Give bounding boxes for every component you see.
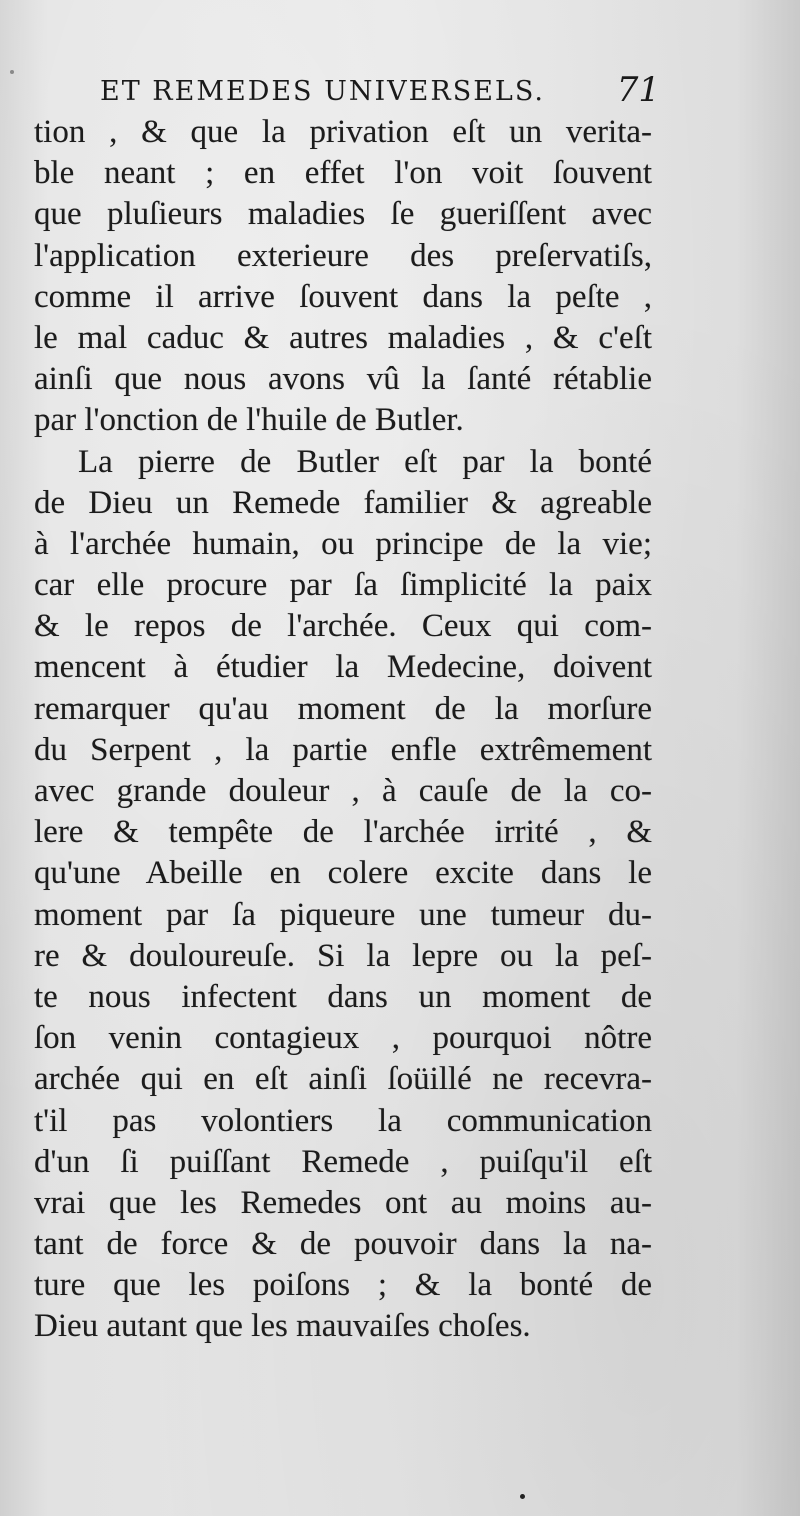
text-line: ble neant ; en effet l'on voit ſouvent bbox=[34, 155, 652, 192]
text-line: vrai que les Remedes ont au moins au- bbox=[34, 1184, 652, 1221]
text-line: l'application exterieure des preſervatiſs, bbox=[34, 237, 652, 274]
text-line: que pluſieurs maladies ſe gueriſſent avec bbox=[34, 196, 652, 233]
text-line: à l'archée humain, ou principe de la vie; bbox=[34, 525, 652, 562]
ink-speck bbox=[520, 1494, 525, 1499]
text-line: La pierre de Butler eſt par la bonté bbox=[78, 443, 652, 480]
text-line: tion , & que la privation eſt un verita- bbox=[34, 114, 652, 150]
text-line: remarquer qu'au moment de la morſure bbox=[34, 690, 652, 727]
text-line: par l'onction de l'huile de Butler. bbox=[34, 402, 464, 439]
text-line: mencent à étudier la Medecine, doivent bbox=[34, 649, 652, 686]
text-line: tant de force & de pouvoir dans la na- bbox=[34, 1226, 652, 1263]
text-line: ture que les poiſons ; & la bonté de bbox=[34, 1267, 652, 1304]
text-line: lere & tempête de l'archée irrité , & bbox=[34, 814, 652, 851]
page-number: 71 bbox=[616, 70, 660, 110]
text-line: archée qui en eſt ainſi ſoüillé ne recevra- bbox=[34, 1061, 652, 1098]
text-line: avec grande douleur , à cauſe de la co- bbox=[34, 773, 652, 809]
text-line: ainſi que nous avons vû la ſanté rétablie bbox=[34, 361, 652, 398]
text-line: du Serpent , la partie enfle extrêmement bbox=[34, 731, 652, 768]
text-line: t'il pas volontiers la communication bbox=[34, 1102, 652, 1139]
text-line: qu'une Abeille en colere excite dans le bbox=[34, 855, 652, 892]
text-line: de Dieu un Remede familier & agreable bbox=[34, 484, 652, 521]
body-text bbox=[34, 112, 652, 1348]
text-line: d'un ſi puiſſant Remede , puiſqu'il eſt bbox=[34, 1143, 652, 1180]
text-line: le mal caduc & autres maladies , & c'eſt bbox=[34, 319, 652, 356]
text-line: & le repos de l'archée. Ceux qui com- bbox=[34, 608, 652, 645]
running-head: ET REMEDES UNIVERSELS. bbox=[100, 76, 545, 107]
text-line: moment par ſa piqueure une tumeur du- bbox=[34, 896, 652, 933]
text-line: Dieu autant que les mauvaiſes choſes. bbox=[34, 1308, 531, 1345]
text-line: ſon venin contagieux , pourquoi nôtre bbox=[34, 1020, 652, 1057]
page-header bbox=[100, 70, 660, 114]
text-line: re & douloureuſe. Si la lepre ou la peſ- bbox=[34, 937, 652, 974]
ink-speck bbox=[10, 70, 14, 74]
text-line: te nous infectent dans un moment de bbox=[34, 978, 652, 1015]
text-line: car elle procure par ſa ſimplicité la paix bbox=[34, 567, 652, 604]
text-line: comme il arrive ſouvent dans la peſte , bbox=[34, 278, 652, 315]
